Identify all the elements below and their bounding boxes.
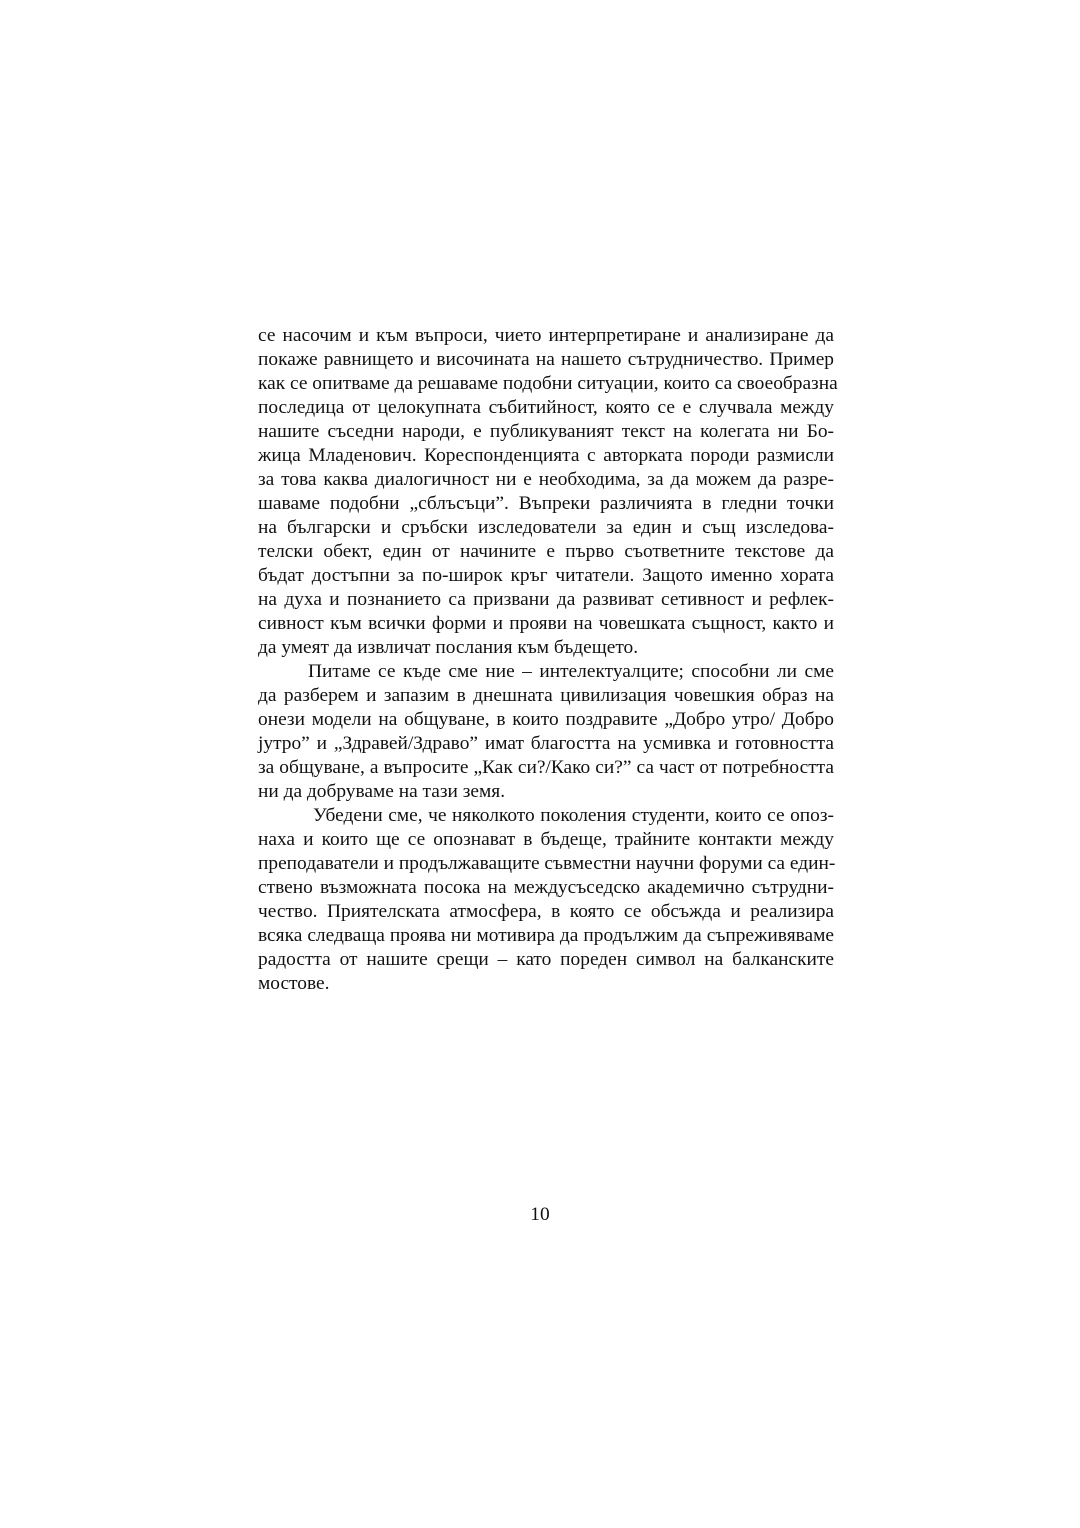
text-line: радостта от нашите срещи – като пореден символ на балканските — [258, 949, 834, 970]
text-line: на български и сръбски изследователи за един и същ изследова- — [258, 517, 834, 538]
text-line: как се опитваме да решаваме подобни ситуации, които са своеобразна — [258, 373, 838, 394]
text-line: да умеят да извличат послания към бъдещето. — [258, 637, 639, 658]
text-line: покаже равнището и височината на нашето сътрудничество. Пример — [258, 349, 834, 370]
text-line: за общуване, а въпросите „Как си?/Како си?” са част от потребността — [258, 757, 834, 778]
text-line: последица от целокупната събитийност, която се е случвала между — [258, 397, 834, 418]
text-line: на духа и познанието са призвани да развиват сетивност и рефлек- — [258, 589, 834, 610]
text-line: се насочим и към въпроси, чието интерпретиране и анализиране да — [258, 325, 834, 346]
paragraph-3 — [258, 804, 834, 996]
text-line: мостове. — [258, 973, 330, 994]
text-line: всяка следваща проява ни мотивира да продължим да съпреживяваме — [258, 925, 834, 946]
text-line: телски обект, един от начините е първо съответните текстове да — [258, 541, 834, 562]
text-line: ни да добруваме на тази земя. — [258, 781, 506, 802]
text-line: шаваме подобни „сблъсъци”. Въпреки различията в гледни точки — [258, 493, 834, 514]
text-line: за това каква диалогичност ни е необходима, за да можем да разре- — [258, 469, 834, 490]
text-line: бъдат достъпни за по-широк кръг читатели. Защото именно хората — [258, 565, 834, 586]
paragraph-1 — [258, 324, 838, 660]
text-line: ствено възможната посока на междусъседско академично сътрудни- — [258, 877, 834, 898]
text-line: чество. Приятелската атмосфера, в която се обсъжда и реализира — [258, 901, 834, 922]
text-line: јутро” и „Здравей/Здраво” имат благостта на усмивка и готовността — [258, 733, 834, 754]
paragraph-2 — [258, 660, 834, 804]
text-line: жица Младенович. Кореспонденцията с авторката породи размисли — [258, 445, 834, 466]
text-line: Питаме се къде сме ние – интелектуалците; способни ли сме — [308, 661, 834, 682]
text-line: наха и които ще се опознават в бъдеще, трайните контакти между — [258, 829, 834, 850]
text-line: онези модели на общуване, в които поздравите „Добро утро/ Добро — [258, 709, 834, 730]
text-line: сивност към всички форми и прояви на човешката същност, както и — [258, 613, 834, 634]
text-line: преподаватели и продължаващите съвместни научни форуми са един- — [258, 853, 836, 874]
text-line: Убедени сме, че няколкото поколения студенти, които се опоз- — [313, 805, 834, 826]
body-text — [258, 324, 838, 996]
page-number: 10 — [530, 1204, 550, 1225]
text-line: нашите съседни народи, е публикуваният текст на колегата ни Бо- — [258, 421, 834, 442]
text-line: да разберем и запазим в днешната цивилизация човешкия образ на — [258, 685, 834, 706]
